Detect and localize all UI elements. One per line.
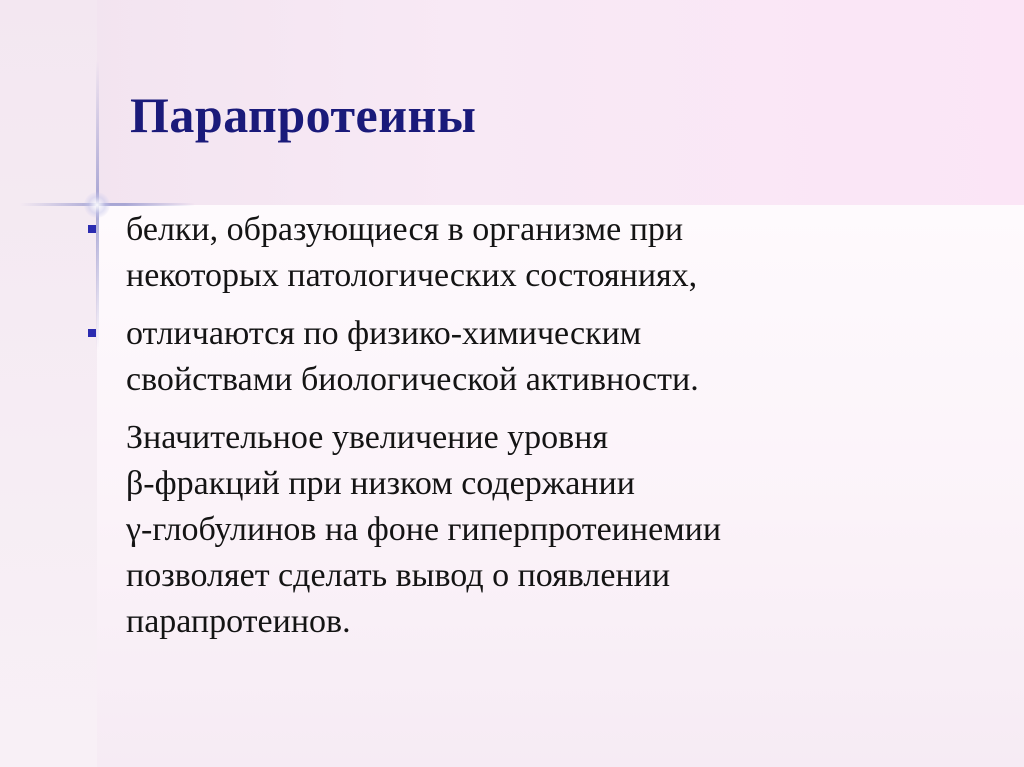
paragraph-line: позволяет сделать вывод о появлении — [126, 557, 671, 594]
bullet-text-line: отличаются по физико-химическим — [126, 315, 642, 352]
bullet-item — [88, 207, 968, 299]
bullet-text-line: белки, образующиеся в организме при — [126, 211, 684, 248]
square-bullet-icon — [88, 225, 96, 233]
left-band — [0, 0, 97, 767]
square-bullet-icon — [88, 329, 96, 337]
slide-title: Парапротеины — [130, 87, 477, 143]
bullet-text-line: некоторых патологических состояниях, — [126, 257, 698, 294]
bullet-text-line: свойствами биологической активности. — [126, 361, 699, 398]
paragraph-line: β-фракций при низком содержании — [126, 465, 635, 502]
paragraph-line: γ-глобулинов на фоне гиперпротеинемии — [126, 511, 722, 548]
paragraph-line: Значительное увеличение уровня — [126, 419, 609, 456]
slide-content — [88, 207, 968, 645]
bullet-item — [88, 311, 968, 403]
paragraph-line: парапротеинов. — [126, 603, 351, 640]
conclusion-paragraph — [88, 415, 968, 645]
